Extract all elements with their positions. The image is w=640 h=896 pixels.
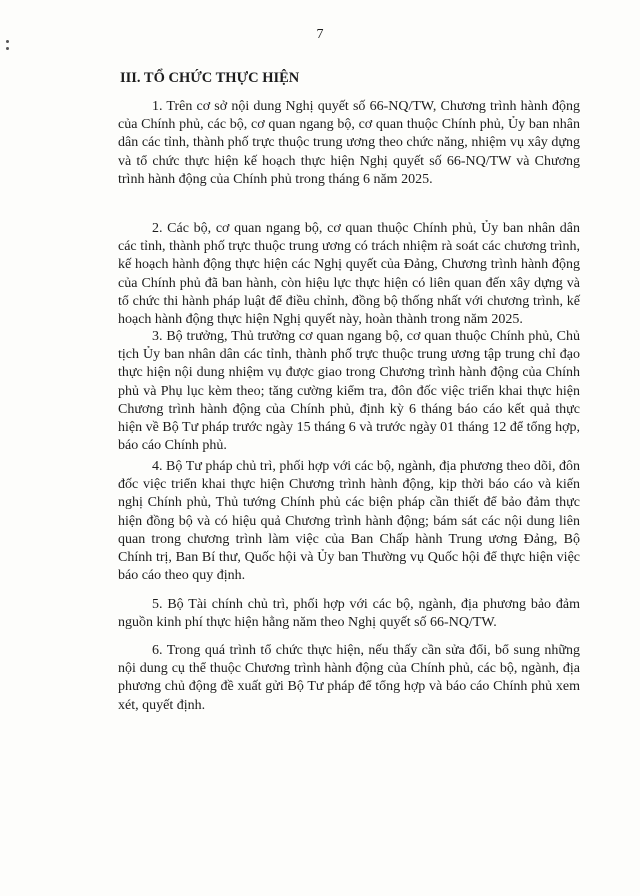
section-heading: III. TỔ CHỨC THỰC HIỆN — [120, 70, 300, 86]
paragraph-3: 3. Bộ trưởng, Thủ trưởng cơ quan ngang bộ, cơ quan thuộc Chính phủ, Chủ tịch Ủy ban nhân dân các tỉnh, thành phố trực thuộc trung ương tập trung chỉ đạo thực hiện nội dung nhiệm vụ được giao trong Chương trình hành động của Chính phủ và Phụ lục kèm theo; tăng cường kiểm tra, đôn đốc việc triển khai thực hiện Chương trình hành động của Chính phủ, định kỳ 6 tháng báo cáo kết quả thực hiện về Bộ Tư pháp trước ngày 15 tháng 6 và trước ngày 01 tháng 12 để tổng hợp, báo cáo Chính phủ. — [118, 329, 580, 454]
paragraph-4: 4. Bộ Tư pháp chủ trì, phối hợp với các bộ, ngành, địa phương theo dõi, đôn đốc việc triển khai thực hiện Chương trình hành động, kịp thời báo cáo và kiến nghị Chính phủ, Thủ tướng Chính phủ các biện pháp cần thiết để bảo đảm thực hiện đồng bộ và có hiệu quả Chương trình hành động; bám sát các nội dung liên quan trong chương trình làm việc của Ban Chấp hành Trung ương Đảng, Bộ Chính trị, Ban Bí thư, Quốc hội và Ủy ban Thường vụ Quốc hội để thực hiện việc báo cáo theo quy định. — [118, 459, 580, 584]
paragraph-1: 1. Trên cơ sở nội dung Nghị quyết số 66-NQ/TW, Chương trình hành động của Chính phủ, các bộ, cơ quan ngang bộ, cơ quan thuộc Chính phủ, Ủy ban nhân dân các tỉnh, thành phố trực thuộc trung ương theo chức năng, nhiệm vụ xây dựng và tổ chức thực hiện kế hoạch thực hiện Nghị quyết số 66-NQ/TW và Chương trình hành động của Chính phủ trong tháng 6 năm 2025. — [118, 99, 580, 187]
page-number: 7 — [316, 27, 324, 42]
paragraph-6: 6. Trong quá trình tổ chức thực hiện, nếu thấy cần sửa đổi, bổ sung những nội dung cụ thể thuộc Chương trình hành động của Chính phủ, các bộ, ngành, địa phương chủ động đề xuất gửi Bộ Tư pháp để tổng hợp và báo cáo Chính phủ xem xét, quyết định. — [118, 643, 580, 713]
paragraph-2: 2. Các bộ, cơ quan ngang bộ, cơ quan thuộc Chính phủ, Ủy ban nhân dân các tỉnh, thành phố trực thuộc trung ương có trách nhiệm rà soát các chương trình, kế hoạch hành động thực hiện các Nghị quyết của Đảng, Chương trình hành động của Chính phủ đã ban hành, còn hiệu lực thực hiện có liên quan đến xây dựng và tổ chức thi hành pháp luật để điều chỉnh, đồng bộ thống nhất với chương trình, kế hoạch hành động thực hiện Nghị quyết này, hoàn thành trong năm 2025. — [118, 221, 580, 328]
scan-speck — [6, 47, 9, 50]
paragraph-5: 5. Bộ Tài chính chủ trì, phối hợp với các bộ, ngành, địa phương bảo đảm nguồn kinh phí thực hiện hằng năm theo Nghị quyết số 66-NQ/TW. — [118, 597, 580, 631]
